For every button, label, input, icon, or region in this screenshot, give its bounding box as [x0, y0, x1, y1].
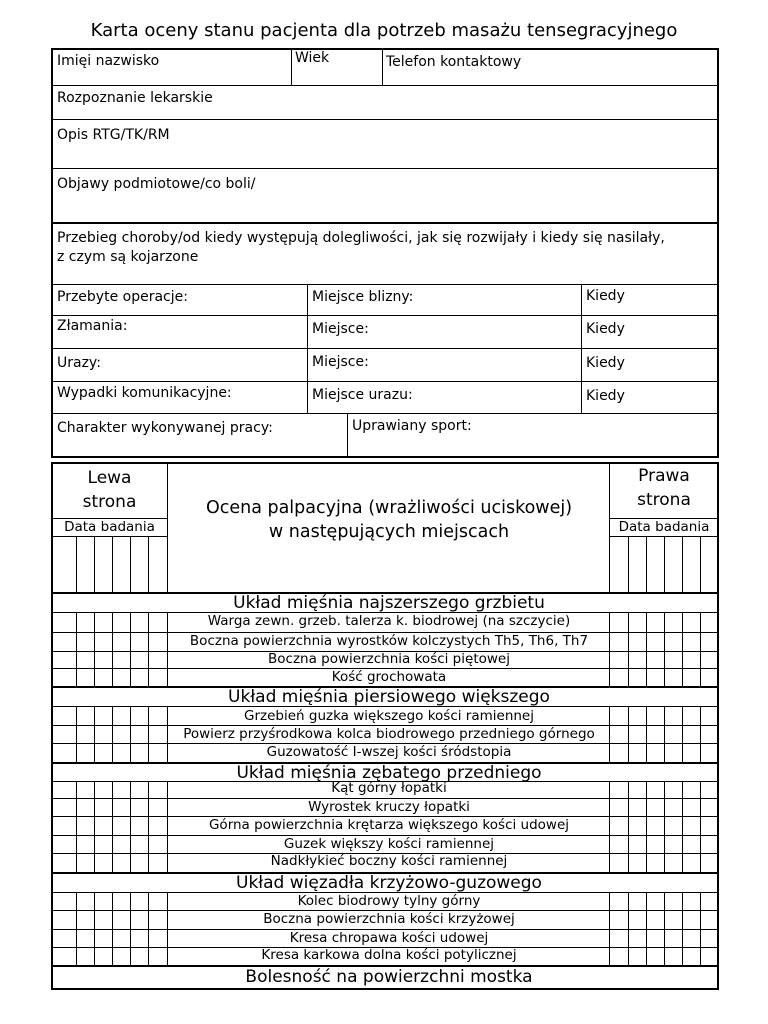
- palpation-point: Kresa karkowa dolna kości potylicznej: [261, 947, 517, 963]
- left-side-line-1: Lewa: [87, 468, 132, 488]
- palpation-point: Kolec biodrowy tylny górny: [297, 893, 481, 909]
- accidents-label[interactable]: Wypadki komunikacyjne:: [57, 385, 232, 401]
- section-title-pectoralis: Układ mięśnia piersiowego większego: [228, 687, 550, 707]
- palpation-point: Wyrostek kruczy łopatki: [308, 799, 470, 815]
- palpation-point: Warga zewn. grzeb. talerza k. biodrowej (na szczycie): [207, 613, 571, 629]
- palpation-point: Boczna powierzchnia wyrostków kolczystych Th5, Th6, Th7: [189, 633, 589, 649]
- palpation-point: Boczna powierzchnia kości piętowej: [268, 651, 510, 667]
- left-side-header: [52, 466, 167, 514]
- palpation-point: Kąt górny łopatki: [331, 780, 447, 796]
- palpation-point: Grzebień guzka większego kości ramiennej: [244, 708, 534, 724]
- diagnosis-field-label[interactable]: Rozpoznanie lekarskie: [57, 90, 213, 106]
- palpation-point: Guzek większy kości ramiennej: [283, 836, 495, 852]
- palpation-heading-line-2: w następujących miejscach: [268, 522, 510, 542]
- fractures-label[interactable]: Złamania:: [57, 318, 128, 334]
- when-label-4[interactable]: Kiedy: [586, 388, 625, 404]
- symptoms-field-label[interactable]: Objawy podmiotowe/co boli/: [57, 176, 256, 192]
- right-side-line-2: strona: [637, 490, 691, 510]
- left-side-line-2: strona: [82, 492, 137, 512]
- palpation-point: Powierz przyśrodkowa kolca biodrowego przedniego górnego: [183, 726, 595, 742]
- when-label-1[interactable]: Kiedy: [586, 288, 625, 304]
- work-label[interactable]: Charakter wykonywanej pracy:: [57, 420, 273, 436]
- phone-field-label[interactable]: Telefon kontaktowy: [386, 54, 522, 70]
- palpation-point: Górna powierzchnia krętarza większego kości udowej: [208, 817, 570, 833]
- injuries-label[interactable]: Urazy:: [57, 355, 101, 371]
- accident-injury-place-label[interactable]: Miejsce urazu:: [312, 387, 413, 403]
- fracture-place-label[interactable]: Miejsce:: [312, 321, 369, 337]
- section-title-serratus: Układ mięśnia zębatego przedniego: [236, 763, 542, 783]
- palpation-point: Kresa chropawa kości udowej: [289, 930, 489, 946]
- palpation-heading-line-1: Ocena palpacyjna (wrażliwości uciskowej): [205, 498, 573, 518]
- form-title: Karta oceny stanu pacjenta dla potrzeb masażu tensegracyjnego: [90, 20, 678, 41]
- disease-course-label-1[interactable]: Przebieg choroby/od kiedy występują dolegliwości, jak się rozwijały i kiedy się nasilały,: [57, 230, 665, 246]
- imaging-field-label[interactable]: Opis RTG/TK/RM: [57, 127, 170, 143]
- section-title-latissimus: Układ mięśnia najszerszego grzbietu: [233, 593, 545, 613]
- exam-date-right[interactable]: Data badania: [618, 519, 710, 535]
- surgeries-label[interactable]: Przebyte operacje:: [57, 289, 188, 305]
- name-field-label[interactable]: Imięi nazwisko: [57, 53, 160, 69]
- disease-course-label-2: z czym są kojarzone: [57, 249, 199, 265]
- sternum-tenderness-row: Bolesność na powierzchni mostka: [245, 967, 533, 987]
- right-side-line-1: Prawa: [638, 466, 690, 486]
- when-label-3[interactable]: Kiedy: [586, 355, 625, 371]
- palpation-point: Kość grochowata: [331, 669, 447, 685]
- palpation-point: Boczna powierzchnia kości krzyżowej: [263, 911, 515, 927]
- palpation-point: Nadkłykieć boczny kości ramiennej: [270, 853, 508, 869]
- age-field-label[interactable]: Wiek: [295, 50, 330, 66]
- when-label-2[interactable]: Kiedy: [586, 321, 625, 337]
- palpation-heading: [168, 496, 610, 544]
- exam-date-left[interactable]: Data badania: [64, 519, 155, 535]
- sport-label[interactable]: Uprawiany sport:: [352, 418, 472, 434]
- scar-place-label[interactable]: Miejsce blizny:: [312, 289, 414, 305]
- section-title-sacrotuberous: Układ więzadła krzyżowo-guzowego: [236, 873, 542, 893]
- palpation-point: Guzowatość I-wszej kości śródstopia: [266, 744, 512, 760]
- right-side-header: [610, 464, 718, 512]
- injury-place-label-a[interactable]: Miejsce:: [312, 354, 369, 370]
